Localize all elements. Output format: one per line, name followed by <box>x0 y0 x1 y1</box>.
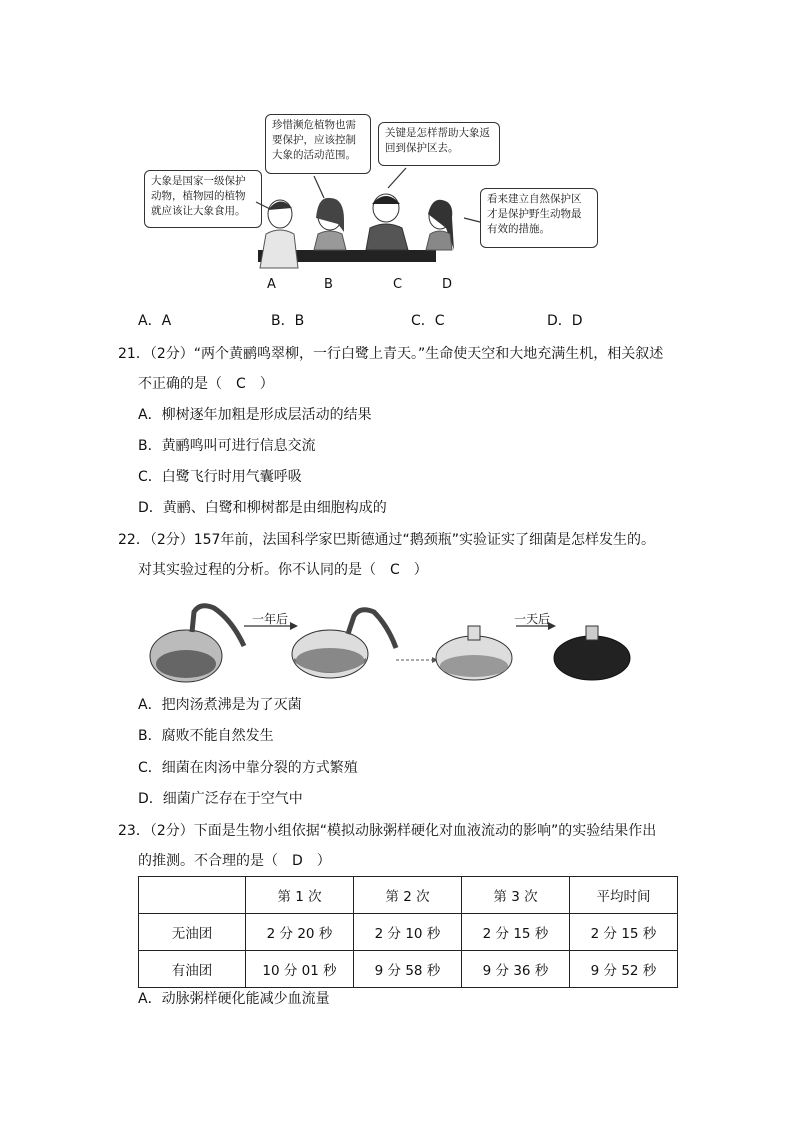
table-header-cell: 平均时间 <box>570 877 678 914</box>
q21-option-b: B．黄鹂鸣叫可进行信息交流 <box>138 438 316 454</box>
flask-sequence-illustration <box>148 596 638 686</box>
q23-option-a: A．动脉粥样硬化能减少血流量 <box>138 991 330 1007</box>
experiment-results-table <box>138 876 678 988</box>
figure-label-d: D <box>442 277 453 292</box>
q22-option-a: A．把肉汤煮沸是为了灭菌 <box>138 697 302 713</box>
q22-option-c: C．细菌在肉汤中靠分裂的方式繁殖 <box>138 760 358 776</box>
q22-stem-line1: 22．（2分）157年前，法国科学家巴斯德通过“鹅颈瓶”实验证实了细菌是怎样发生的。 <box>118 532 655 548</box>
q21-option-d: D．黄鹂、白鹭和柳树都是由细胞构成的 <box>138 500 387 516</box>
figure-label-b: B <box>324 277 333 292</box>
q20-option-b: B．B <box>271 313 305 329</box>
figure-label-c: C <box>393 277 403 292</box>
speech-bubble-a: 大象是国家一级保护动物，植物园的植物就应该让大象食用。 <box>144 170 262 228</box>
table-header-cell: 第 3 次 <box>462 877 570 914</box>
table-header-cell <box>139 877 246 914</box>
table-row <box>139 914 678 951</box>
q23-stem-line2: 的推测。不合理的是（ D ） <box>138 853 331 869</box>
speech-bubble-c: 关键是怎样帮助大象返回到保护区去。 <box>378 122 500 166</box>
q22-option-b: B．腐败不能自然发生 <box>138 728 274 744</box>
q22-option-d: D．细菌广泛存在于空气中 <box>138 791 303 807</box>
table-cell: 9 分 52 秒 <box>570 951 678 988</box>
figure-elephant-discussion <box>140 110 582 300</box>
q22-stem-line2: 对其实验过程的分析。你不认同的是（ C ） <box>138 562 428 578</box>
q20-option-a: A．A <box>138 313 172 329</box>
q20-option-c: C．C <box>411 313 445 329</box>
speech-bubble-b: 珍惜濒危植物也需要保护，应该控制大象的活动范围。 <box>265 114 371 174</box>
q23-stem-line1: 23．（2分）下面是生物小组依据“模拟动脉粥样硬化对血液流动的影响”的实验结果作出 <box>118 823 657 839</box>
figure-swan-neck-flask <box>148 596 638 686</box>
table-cell: 10 分 01 秒 <box>246 951 354 988</box>
q20-option-d: D．D <box>547 313 583 329</box>
table-cell: 9 分 58 秒 <box>354 951 462 988</box>
people-illustration <box>140 110 600 300</box>
table-header-cell: 第 2 次 <box>354 877 462 914</box>
table-header-cell: 第 1 次 <box>246 877 354 914</box>
table-cell: 2 分 10 秒 <box>354 914 462 951</box>
table-header-row <box>139 877 678 914</box>
figure-label-a: A <box>267 277 276 292</box>
q21-stem-line1: 21．（2分）“两个黄鹂鸣翠柳，一行白鹭上青天。”生命使天空和大地充满生机，相关叙述 <box>118 346 664 362</box>
q21-option-a: A．柳树逐年加粗是形成层活动的结果 <box>138 407 372 423</box>
arrow-label-one-day-later: 一天后 <box>514 612 551 626</box>
q21-stem-line2: 不正确的是（ C ） <box>138 376 274 392</box>
table-row <box>139 951 678 988</box>
table-cell: 有油团 <box>139 951 246 988</box>
q21-option-c: C．白鹭飞行时用气囊呼吸 <box>138 469 302 485</box>
table-cell: 2 分 15 秒 <box>570 914 678 951</box>
table-cell: 2 分 20 秒 <box>246 914 354 951</box>
table-cell: 无油团 <box>139 914 246 951</box>
arrow-label-one-year-later: 一年后 <box>252 612 289 626</box>
q20-options <box>138 311 638 331</box>
table-cell: 9 分 36 秒 <box>462 951 570 988</box>
speech-bubble-d: 看来建立自然保护区才是保护野生动物最有效的措施。 <box>480 188 598 248</box>
table-cell: 2 分 15 秒 <box>462 914 570 951</box>
